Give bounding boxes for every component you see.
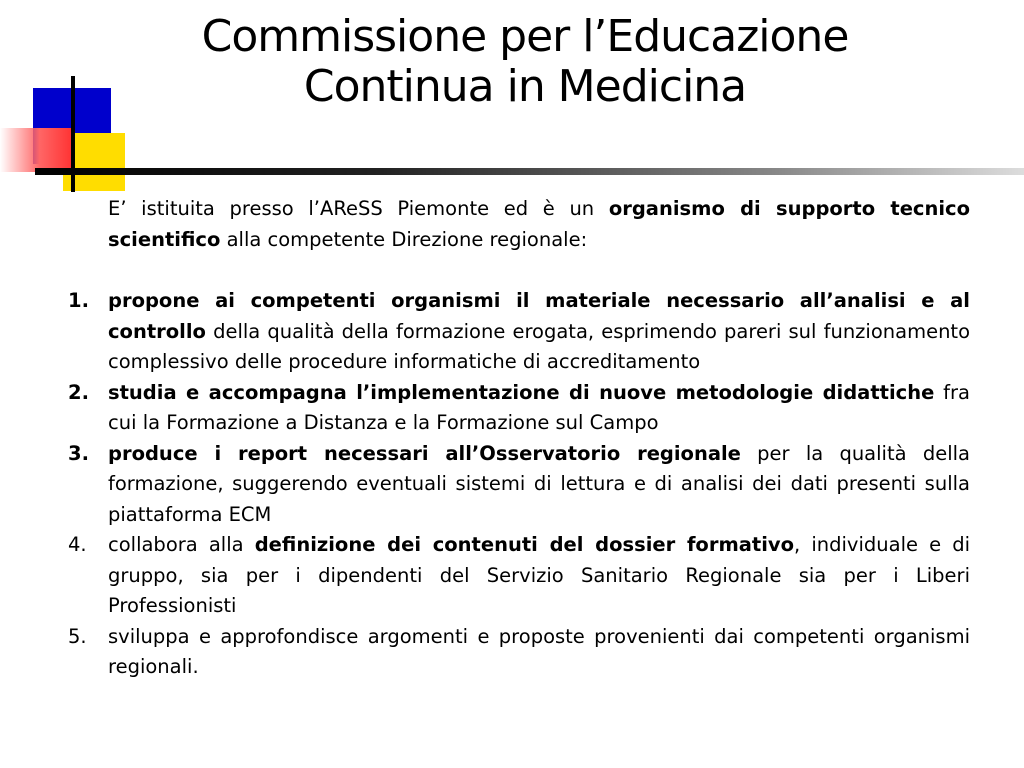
list-item <box>68 439 970 531</box>
list-item <box>68 530 970 622</box>
title-underline <box>35 168 1024 175</box>
title-line-1: Commissione per l’Educazione <box>201 11 849 62</box>
list-item-bold-text: propone ai competenti organismi il materiale necessario all’analisi e al controllo <box>108 289 970 343</box>
slide-title <box>100 12 950 112</box>
intro-text: E’ istituita presso l’AReSS Piemonte ed è un <box>108 197 609 220</box>
intro-paragraph <box>108 194 970 255</box>
list-item <box>68 378 970 439</box>
list-item-number: 2. <box>68 380 89 404</box>
list-item-text: , individuale e di gruppo, sia per i dipendenti del Servizio Sanitario Regionale sia per i Liberi Professionisti <box>108 533 971 617</box>
list-item-text: fra cui la Formazione a Distanza e la Formazione sul Campo <box>108 380 971 434</box>
slide-body <box>68 194 970 683</box>
red-gradient-decoration <box>0 128 72 172</box>
list-item-text: della qualità della formazione erogata, esprimendo pareri sul funzionamento complessivo delle procedure informatiche di accreditamento <box>108 319 970 373</box>
responsibilities-list <box>68 286 970 683</box>
list-item-text: per la qualità della formazione, suggerendo eventuali sistemi di lettura e di analisi dei dati presenti sulla piattaforma ECM <box>108 441 970 526</box>
list-item-text: sviluppa e approfondisce argomenti e proposte provenienti dai competenti organismi regionali. <box>108 624 970 678</box>
intro-bold-text: organismo di supporto tecnico scientifico <box>108 197 971 251</box>
list-item <box>68 622 970 683</box>
intro-text-end: alla competente Direzione regionale: <box>220 227 588 251</box>
list-item-number: 5. <box>68 624 87 648</box>
list-item-number: 3. <box>68 441 89 465</box>
list-item-bold-text: studia e accompagna l’implementazione di nuove metodologie didattiche <box>108 380 935 404</box>
list-item-number: 4. <box>68 533 87 556</box>
list-item-bold-text: definizione dei contenuti del dossier formativo <box>254 533 795 556</box>
list-item-bold-text: produce i report necessari all’Osservatorio regionale <box>108 441 741 465</box>
list-item-number: 1. <box>68 289 89 312</box>
title-line-2: Continua in Medicina <box>303 61 747 112</box>
list-item <box>68 286 970 378</box>
list-item-text-start: collabora alla <box>108 533 255 556</box>
